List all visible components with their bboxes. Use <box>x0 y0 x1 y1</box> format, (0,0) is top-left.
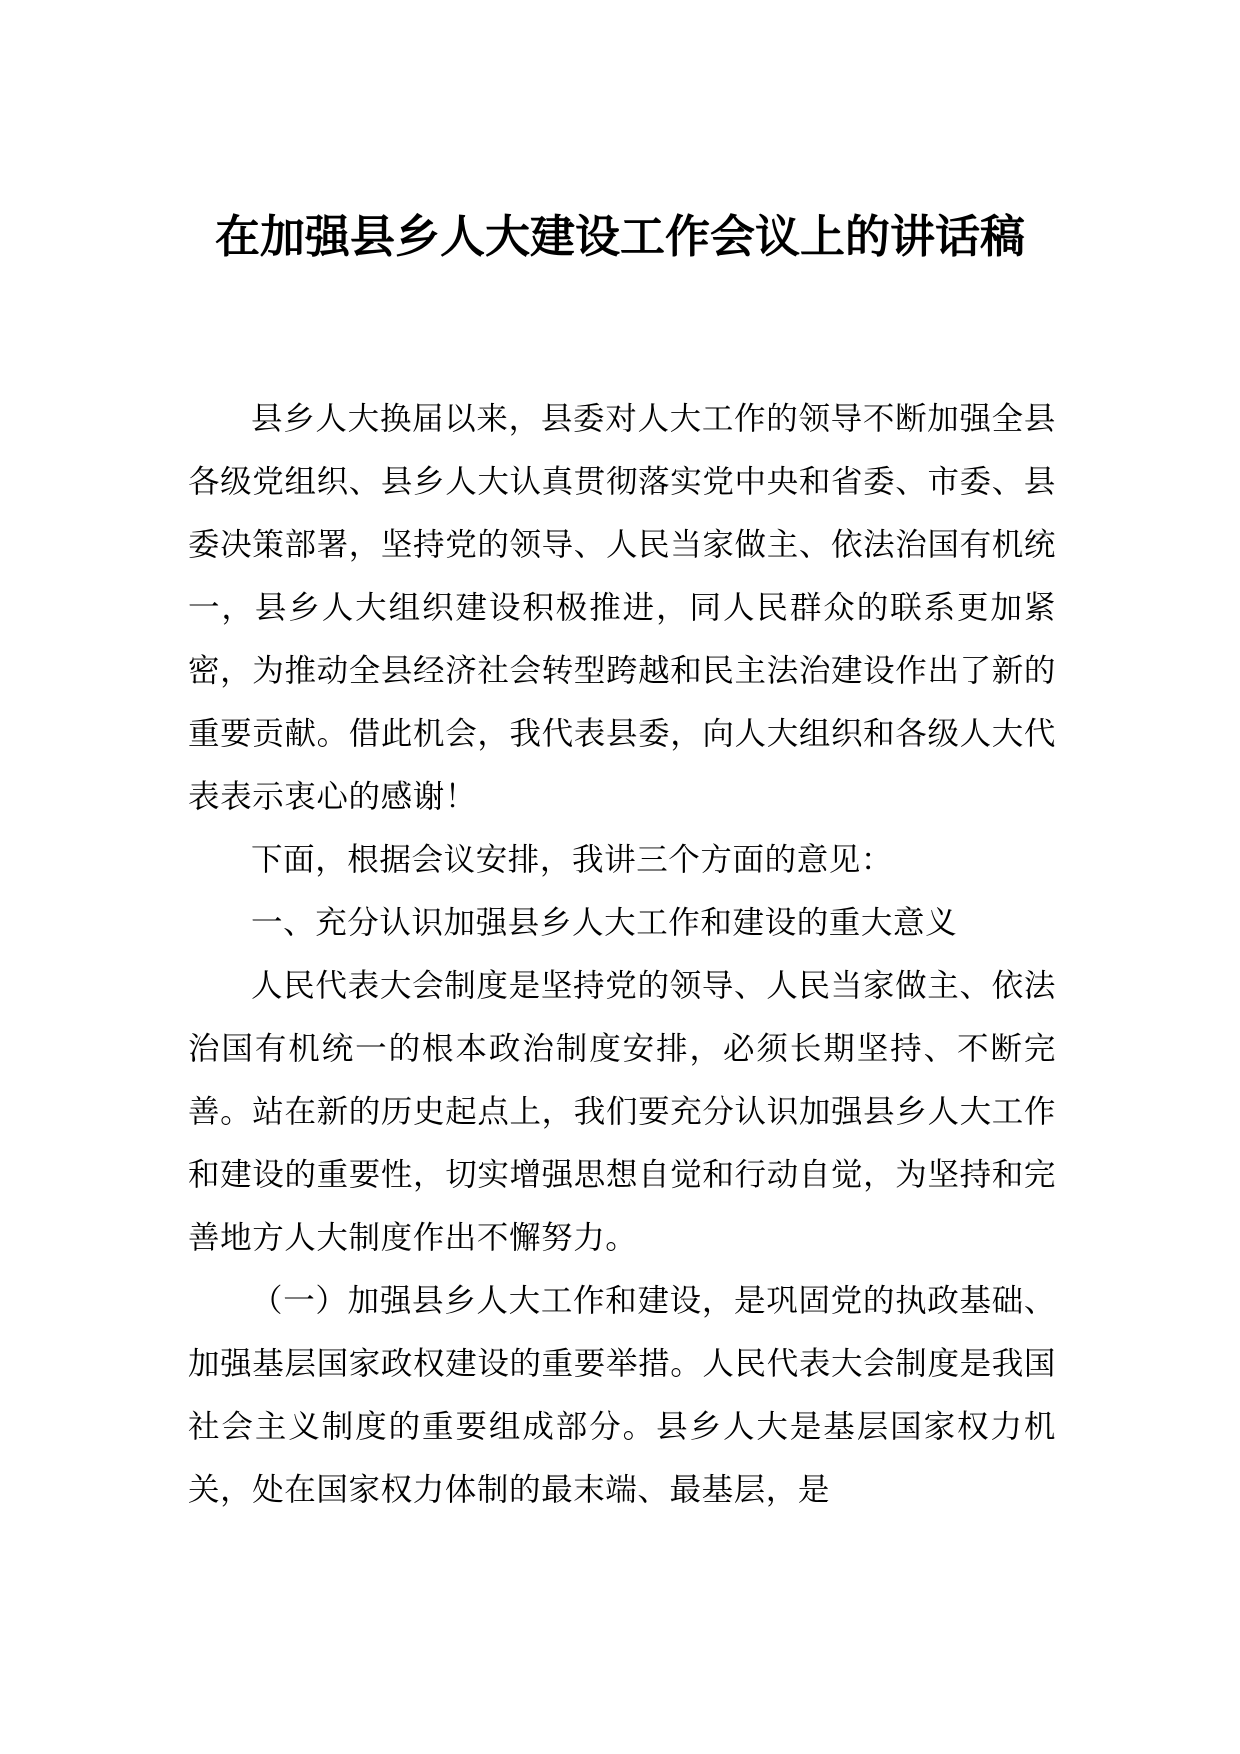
paragraph-subsection-1: （一）加强县乡人大工作和建设，是巩固党的执政基础、加强基层国家政权建设的重要举措。人民代表大会制度是我国社会主义制度的重要组成部分。县乡人大是基层国家权力机关，处在国家权力体制的最末端、最基层，是 <box>188 1283 1056 1508</box>
paragraph-section-1: 人民代表大会制度是坚持党的领导、人民当家做主、依法治国有机统一的根本政治制度安排，必须长期坚持、不断完善。站在新的历史起点上，我们要充分认识加强县乡人大工作和建设的重要性，切实增强思想自觉和行动自觉，为坚持和完善地方人大制度作出不懈努力。 <box>188 968 1056 1256</box>
paragraph-intro: 县乡人大换届以来，县委对人大工作的领导不断加强全县各级党组织、县乡人大认真贯彻落实党中央和省委、市委、县委决策部署，坚持党的领导、人民当家做主、依法治国有机统一，县乡人大组织建设积极推进，同人民群众的联系更加紧密，为推动全县经济社会转型跨越和民主法治建设作出了新的重要贡献。借此机会，我代表县委，向人大组织和各级人大代表表示衷心的感谢！ <box>188 401 1056 815</box>
document-title: 在加强县乡人大建设工作会议上的讲话稿 <box>214 210 1025 263</box>
document-body <box>188 388 1056 1522</box>
section-heading-1: 一、充分认识加强县乡人大工作和建设的重大意义 <box>251 905 958 941</box>
paragraph-outline: 下面，根据会议安排，我讲三个方面的意见： <box>251 842 894 878</box>
